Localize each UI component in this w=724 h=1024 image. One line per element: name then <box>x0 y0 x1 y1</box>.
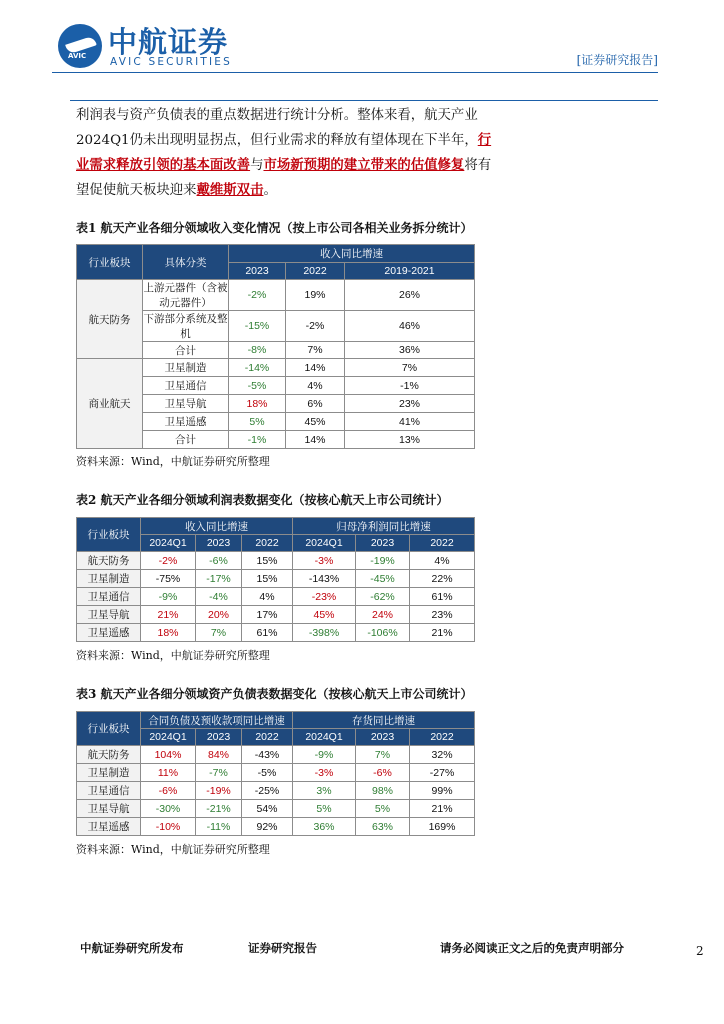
value-cell: -7% <box>196 764 242 782</box>
table3-header-period: 2022 <box>242 729 293 746</box>
table3-header-period: 2023 <box>356 729 410 746</box>
table2-header-period: 2023 <box>356 535 410 552</box>
table2-header-period: 2024Q1 <box>141 535 196 552</box>
table3-source: 资料来源：Wind，中航证券研究所整理 <box>76 843 270 856</box>
body-paragraph: 利润表与资产负债表的重点数据进行统计分析。整体来看，航天产业2024Q1仍未出现明显拐点，但行业需求的释放有望体现在下半年，行业需求释放引领的基本面改善与市场新预期的建立带来的估值修复将有望促使航天板块迎来戴维斯双击。 <box>76 108 492 198</box>
category-cell: 卫星制造 <box>143 359 229 377</box>
highlight-valuation: 市场新预期的建立带来的估值修复 <box>263 157 465 173</box>
value-cell: 3% <box>293 782 356 800</box>
value-cell: 21% <box>410 624 475 642</box>
value-cell: 4% <box>286 377 345 395</box>
value-cell: 5% <box>293 800 356 818</box>
category-cell: 卫星通信 <box>143 377 229 395</box>
table1-caption: 表1 航天产业各细分领域收入变化情况（按上市公司各相关业务拆分统计） <box>76 221 473 235</box>
value-cell: -11% <box>196 818 242 836</box>
table3-header-period: 2022 <box>410 729 475 746</box>
value-cell: 45% <box>293 606 356 624</box>
value-cell: 15% <box>242 570 293 588</box>
value-cell: 32% <box>410 746 475 764</box>
table2-header-period: 2022 <box>410 535 475 552</box>
value-cell: 92% <box>242 818 293 836</box>
footer-disclaimer: 请务必阅读正文之后的免责声明部分 <box>440 941 624 955</box>
value-cell: -143% <box>293 570 356 588</box>
value-cell: -6% <box>141 782 196 800</box>
table2-header-period: 2022 <box>242 535 293 552</box>
value-cell: -9% <box>293 746 356 764</box>
value-cell: -6% <box>356 764 410 782</box>
highlight-davis: 戴维斯双击 <box>196 182 264 198</box>
table1-revenue <box>76 244 475 449</box>
value-cell: -4% <box>196 588 242 606</box>
value-cell: -30% <box>141 800 196 818</box>
table3-header-period: 2024Q1 <box>293 729 356 746</box>
value-cell: 41% <box>345 413 475 431</box>
table1-header-category: 具体分类 <box>143 245 229 280</box>
value-cell: -62% <box>356 588 410 606</box>
table3-header-period: 2023 <box>196 729 242 746</box>
table2-header-period: 2023 <box>196 535 242 552</box>
value-cell: 18% <box>229 395 286 413</box>
sector-cell: 卫星通信 <box>77 588 141 606</box>
value-cell: 20% <box>196 606 242 624</box>
value-cell: 7% <box>286 342 345 359</box>
category-cell: 上游元器件（含被动元器件） <box>143 280 229 311</box>
table1-header-sector: 行业板块 <box>77 245 143 280</box>
value-cell: -19% <box>196 782 242 800</box>
value-cell: -5% <box>242 764 293 782</box>
value-cell: 36% <box>345 342 475 359</box>
sector-cell: 卫星遥感 <box>77 818 141 836</box>
table1-header-group: 收入同比增速 <box>229 245 475 263</box>
value-cell: -21% <box>196 800 242 818</box>
value-cell: -27% <box>410 764 475 782</box>
value-cell: -45% <box>356 570 410 588</box>
sector-cell: 航天防务 <box>77 552 141 570</box>
table2-income <box>76 517 475 642</box>
value-cell: 11% <box>141 764 196 782</box>
sector-cell: 卫星导航 <box>77 606 141 624</box>
table1-source: 资料来源：Wind，中航证券研究所整理 <box>76 455 270 468</box>
table2-header-group1: 收入同比增速 <box>141 518 293 535</box>
table2-header-sector: 行业板块 <box>77 518 141 552</box>
value-cell: -1% <box>229 431 286 449</box>
category-cell: 合计 <box>143 431 229 449</box>
value-cell: 14% <box>286 359 345 377</box>
value-cell: -1% <box>345 377 475 395</box>
footer-report-type: 证券研究报告 <box>248 941 317 955</box>
value-cell: -3% <box>293 552 356 570</box>
value-cell: 7% <box>356 746 410 764</box>
value-cell: -2% <box>286 311 345 342</box>
sector-cell: 商业航天 <box>77 359 143 449</box>
value-cell: 19% <box>286 280 345 311</box>
value-cell: -15% <box>229 311 286 342</box>
value-cell: 54% <box>242 800 293 818</box>
value-cell: -9% <box>141 588 196 606</box>
value-cell: 21% <box>410 800 475 818</box>
table3-header-group2: 存货同比增速 <box>293 712 475 729</box>
sector-cell: 卫星制造 <box>77 764 141 782</box>
table3-caption: 表3 航天产业各细分领域资产负债表数据变化（按核心航天上市公司统计） <box>76 687 473 701</box>
value-cell: -3% <box>293 764 356 782</box>
value-cell: 5% <box>356 800 410 818</box>
value-cell: 63% <box>356 818 410 836</box>
value-cell: 61% <box>410 588 475 606</box>
value-cell: 36% <box>293 818 356 836</box>
value-cell: 4% <box>410 552 475 570</box>
highlight-fundamentals: 行业需求释放引领的基本面改善 <box>76 132 492 173</box>
table-row <box>77 624 475 642</box>
sector-cell: 卫星遥感 <box>77 624 141 642</box>
value-cell: 21% <box>141 606 196 624</box>
value-cell: 17% <box>242 606 293 624</box>
value-cell: -17% <box>196 570 242 588</box>
table-row <box>77 746 475 764</box>
table3-header-period: 2024Q1 <box>141 729 196 746</box>
value-cell: 24% <box>356 606 410 624</box>
company-logo <box>58 20 258 72</box>
table3-header-sector: 行业板块 <box>77 712 141 746</box>
value-cell: 46% <box>345 311 475 342</box>
value-cell: 14% <box>286 431 345 449</box>
value-cell: 18% <box>141 624 196 642</box>
value-cell: 4% <box>242 588 293 606</box>
value-cell: -8% <box>229 342 286 359</box>
value-cell: -23% <box>293 588 356 606</box>
value-cell: 13% <box>345 431 475 449</box>
table-row <box>77 764 475 782</box>
value-cell: -43% <box>242 746 293 764</box>
table2-header-period: 2024Q1 <box>293 535 356 552</box>
value-cell: -19% <box>356 552 410 570</box>
value-cell: 84% <box>196 746 242 764</box>
table1-header-year: 2023 <box>229 263 286 280</box>
page-number: 2 <box>696 944 704 958</box>
footer-publisher: 中航证券研究所发布 <box>80 941 184 955</box>
value-cell: -106% <box>356 624 410 642</box>
table1-header-year: 2019-2021 <box>345 263 475 280</box>
content-divider <box>70 100 658 101</box>
sector-cell: 卫星通信 <box>77 782 141 800</box>
value-cell: -398% <box>293 624 356 642</box>
header-divider <box>52 72 658 73</box>
table-row <box>77 570 475 588</box>
value-cell: -5% <box>229 377 286 395</box>
value-cell: 7% <box>196 624 242 642</box>
value-cell: 6% <box>286 395 345 413</box>
table-row <box>77 588 475 606</box>
value-cell: -25% <box>242 782 293 800</box>
category-cell: 下游部分系统及整机 <box>143 311 229 342</box>
value-cell: -2% <box>141 552 196 570</box>
sector-cell: 航天防务 <box>77 280 143 359</box>
sector-cell: 卫星制造 <box>77 570 141 588</box>
table3-header-group1: 合同负债及预收款项同比增速 <box>141 712 293 729</box>
table1-header-year: 2022 <box>286 263 345 280</box>
value-cell: 99% <box>410 782 475 800</box>
table-row <box>77 818 475 836</box>
value-cell: 5% <box>229 413 286 431</box>
table3-balance <box>76 711 475 836</box>
sector-cell: 卫星导航 <box>77 800 141 818</box>
value-cell: -2% <box>229 280 286 311</box>
table-row <box>77 800 475 818</box>
value-cell: 23% <box>345 395 475 413</box>
value-cell: 45% <box>286 413 345 431</box>
value-cell: -6% <box>196 552 242 570</box>
value-cell: 98% <box>356 782 410 800</box>
value-cell: -10% <box>141 818 196 836</box>
sector-cell: 航天防务 <box>77 746 141 764</box>
table-row <box>77 606 475 624</box>
category-cell: 卫星遥感 <box>143 413 229 431</box>
table2-header-group2: 归母净利润同比增速 <box>293 518 475 535</box>
report-type-tag: [证券研究报告] <box>576 53 658 67</box>
value-cell: 104% <box>141 746 196 764</box>
table-row <box>77 280 475 311</box>
value-cell: 61% <box>242 624 293 642</box>
logo-chinese-name: 中航证券 <box>108 25 229 59</box>
category-cell: 合计 <box>143 342 229 359</box>
value-cell: -75% <box>141 570 196 588</box>
avic-logo-icon: AVIC <box>58 24 102 68</box>
value-cell: 23% <box>410 606 475 624</box>
value-cell: 22% <box>410 570 475 588</box>
value-cell: 26% <box>345 280 475 311</box>
table2-source: 资料来源：Wind，中航证券研究所整理 <box>76 649 270 662</box>
table-row <box>77 782 475 800</box>
logo-english-name: AVIC SECURITIES <box>110 56 232 68</box>
table-row <box>77 359 475 377</box>
value-cell: 15% <box>242 552 293 570</box>
value-cell: 169% <box>410 818 475 836</box>
table2-caption: 表2 航天产业各细分领域利润表数据变化（按核心航天上市公司统计） <box>76 493 449 507</box>
value-cell: -14% <box>229 359 286 377</box>
value-cell: 7% <box>345 359 475 377</box>
table-row <box>77 552 475 570</box>
category-cell: 卫星导航 <box>143 395 229 413</box>
